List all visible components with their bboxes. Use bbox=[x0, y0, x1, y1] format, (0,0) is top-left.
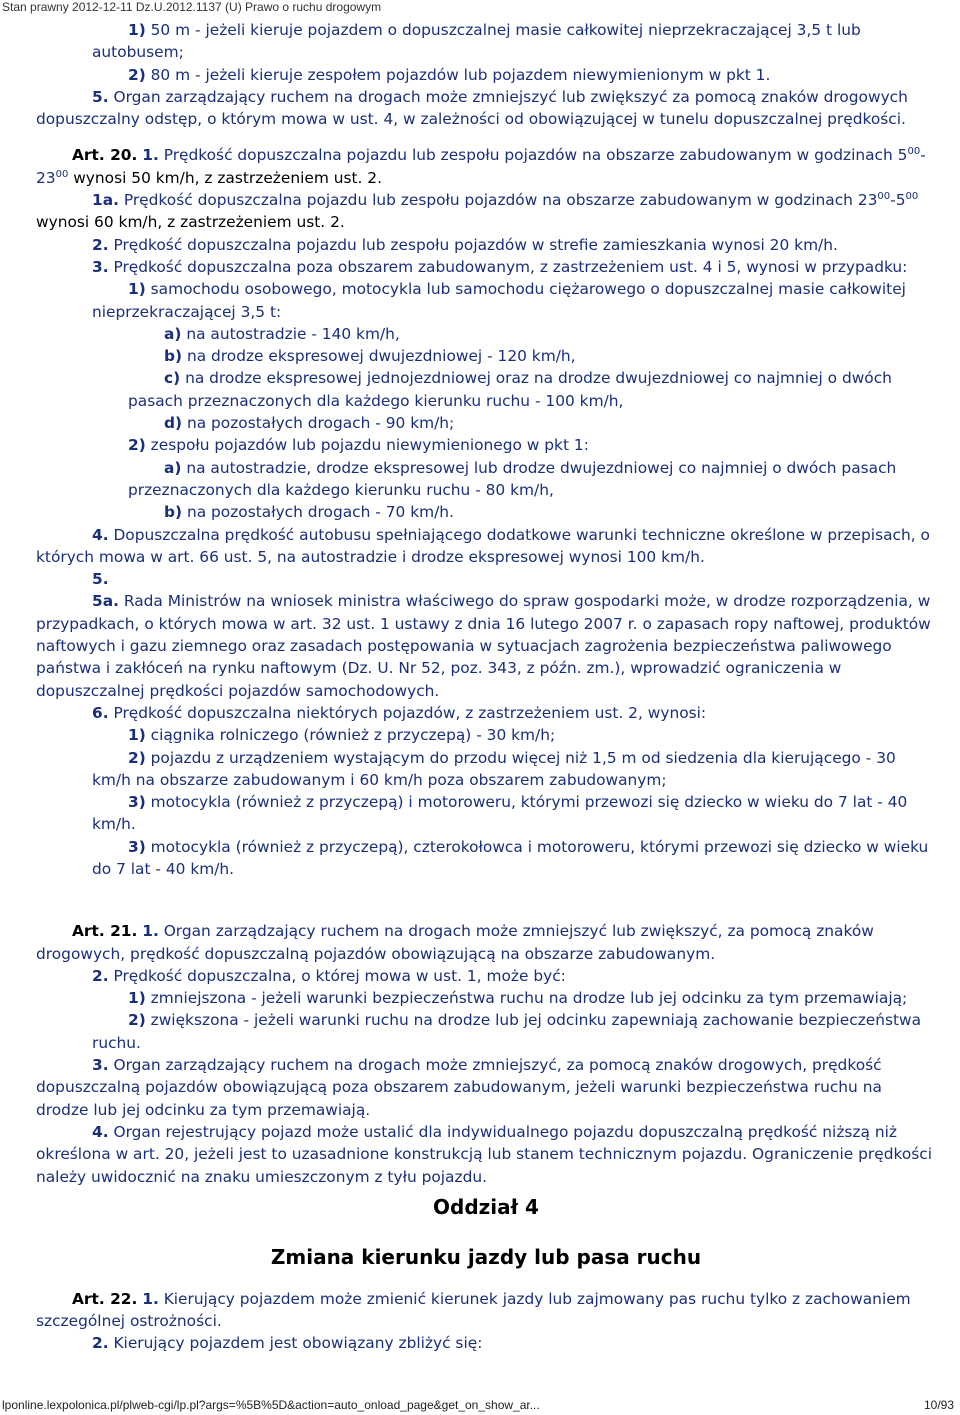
section-number: Oddział 4 bbox=[433, 1194, 539, 1219]
section-title: Zmiana kierunku jazdy lub pasa ruchu bbox=[270, 1244, 702, 1269]
paragraph: 5. bbox=[92, 570, 109, 589]
paragraph: 3. Organ zarządzający ruchem na drogach może zmniejszyć, za pomocą znaków drogowych, prędkość dopuszczalną pojazdów obowiązującą poza obszarem zabudowanym, jeżeli warunki bezpieczeństwa ruchu na drodze lub jej odcinku za tym przemawiają. bbox=[36, 1056, 882, 1119]
paragraph: 2) zespołu pojazdów lub pojazdu niewymienionego w pkt 1: bbox=[128, 436, 589, 455]
paragraph: a) na autostradzie, drodze ekspresowej lub drodze dwujezdniowej co najmniej o dwóch pasach przeznaczonych dla każdego kierunku ruchu - 80 km/h, bbox=[128, 458, 897, 499]
paragraph: 1) zmniejszona - jeżeli warunki bezpieczeństwa ruchu na drodze lub jej odcinku za tym przemawiają; bbox=[128, 989, 908, 1008]
paragraph: 1a. Prędkość dopuszczalna pojazdu lub zespołu pojazdów na obszarze zabudowanym w godzinach $23^{00}-5^{00}$ wynosi 60 km/h, z zastrzeżeniem ust. 2. bbox=[36, 191, 919, 232]
paragraph: 4. Organ rejestrujący pojazd może ustalić dla indywidualnego pojazdu dopuszczalną prędkość niższą niż określona w art. 20, jeżeli jest to uzasadnione konstrukcją lub stanem technicznym pojazdu. Ograniczenie prędkości należy uwidocznić na znaku umieszczonym z tyłu pojazdu. bbox=[36, 1122, 933, 1186]
spacer bbox=[36, 880, 936, 906]
paragraph: 5. Organ zarządzający ruchem na drogach może zmniejszyć lub zwiększyć za pomocą znaków drogowych dopuszczalny odstęp, o którym mowa w ust. 4, w zależności od obowiązującej w tunelu dopuszczalnej prędkości. bbox=[36, 87, 908, 129]
paragraph: 3) motocykla (również z przyczepą), czterokołowca i motoroweru, którymi przewozi się dziecko w wieku do 7 lat - 40 km/h. bbox=[92, 837, 929, 878]
paragraph: 2) pojazdu z urządzeniem wystającym do przodu więcej niż 1,5 m od siedzenia dla kierującego - 30 km/h na obszarze zabudowanym i 60 km/h poza obszarem zabudowanym; bbox=[92, 748, 896, 789]
paragraph: 6. Prędkość dopuszczalna niektórych pojazdów, z zastrzeżeniem ust. 2, wynosi: bbox=[92, 703, 707, 722]
page-header bbox=[0, 0, 960, 16]
paragraph: 2. Kierujący pojazdem jest obowiązany zbliżyć się: bbox=[92, 1334, 483, 1353]
article-20: Art. 20. 1. Prędkość dopuszczalna pojazdu lub zespołu pojazdów na obszarze zabudowanym w godzinach $5^{00}-23^{00}$ wynosi 50 km/h, z zastrzeżeniem ust. 2. bbox=[36, 146, 926, 187]
paragraph: 5a. Rada Ministrów na wniosek ministra właściwego do spraw gospodarki może, w drodze rozporządzenia, w przypadkach, o których mowa w art. 32 ust. 1 ustawy z dnia 16 lutego 2007 r. o zapasach ropy naftowej, produktów naftowych i gazu ziemnego oraz zasadach postępowania w sytuacjach zagrożenia bezpieczeństwa paliwowego państwa i zakłóceń na rynku naftowym (Dz. U. Nr 52, poz. 343, z późn. zm.), wprowadzić ograniczenia w dopuszczalnej prędkości pojazdów samochodowych. bbox=[36, 592, 931, 700]
paragraph: 1) samochodu osobowego, motocykla lub samochodu ciężarowego o dopuszczalnej masie całkowitej nieprzekraczającej 3,5 t: bbox=[92, 280, 906, 321]
paragraph: 2. Prędkość dopuszczalna pojazdu lub zespołu pojazdów w strefie zamieszkania wynosi 20 km/h. bbox=[92, 235, 838, 254]
paragraph: c) na drodze ekspresowej jednojezdniowej oraz na drodze dwujezdniowej co najmniej o dwóch pasach przeznaczonych dla każdego kierunku ruchu - 100 km/h, bbox=[128, 369, 892, 410]
paragraph: 2) zwiększona - jeżeli warunki ruchu na drodze lub jej odcinku zapewniają zachowanie bezpieczeństwa ruchu. bbox=[92, 1011, 922, 1052]
paragraph: 1) ciągnika rolniczego (również z przyczepą) - 30 km/h; bbox=[128, 726, 556, 745]
footer-url: lponline.lexpolonica.pl/plweb-cgi/lp.pl?args=%5B%5D&action=auto_onload_page&get_on_show_ar... bbox=[2, 1398, 540, 1412]
article-22: Art. 22. 1. Kierujący pojazdem może zmienić kierunek jazdy lub zajmowany pas ruchu tylko z zachowaniem szczególnej ostrożności. bbox=[36, 1289, 911, 1331]
header-text: Stan prawny 2012-12-11 Dz.U.2012.1137 (U) Prawo o ruchu drogowym bbox=[2, 0, 382, 14]
paragraph: 2. Prędkość dopuszczalna, o której mowa w ust. 1, może być: bbox=[92, 966, 566, 985]
paragraph: a) na autostradzie - 140 km/h, bbox=[164, 324, 400, 343]
paragraph: b) na pozostałych drogach - 70 km/h. bbox=[164, 503, 454, 522]
paragraph: 4. Dopuszczalna prędkość autobusu spełniającego dodatkowe warunki techniczne określone w przepisach, o których mowa w art. 66 ust. 5, na autostradzie i drodze ekspresowej wynosi 100 km/h. bbox=[36, 525, 930, 566]
paragraph: 2) 80 m - jeżeli kieruje zespołem pojazdów lub pojazdem niewymienionym w pkt 1. bbox=[128, 65, 771, 84]
article-21: Art. 21. 1. Organ zarządzający ruchem na drogach może zmniejszyć lub zwiększyć, za pomocą znaków drogowych, prędkość dopuszczalną pojazdów obowiązującą na obszarze zabudowanym. bbox=[36, 922, 874, 963]
document-body bbox=[36, 19, 936, 1355]
page-number: 10/93 bbox=[923, 1398, 954, 1412]
page-footer bbox=[0, 1396, 960, 1414]
paragraph: 3. Prędkość dopuszczalna poza obszarem zabudowanym, z zastrzeżeniem ust. 4 i 5, wynosi w przypadku: bbox=[92, 257, 908, 276]
paragraph: b) na drodze ekspresowej dwujezdniowej - 120 km/h, bbox=[164, 347, 576, 366]
paragraph: 3) motocykla (również z przyczepą) i motoroweru, którymi przewozi się dziecko w wieku do 7 lat - 40 km/h. bbox=[92, 793, 908, 834]
paragraph: d) na pozostałych drogach - 90 km/h; bbox=[164, 414, 455, 433]
paragraph: 1) 50 m - jeżeli kieruje pojazdem o dopuszczalnej masie całkowitej nieprzekraczającej 3,5 t lub autobusem; bbox=[92, 21, 861, 62]
